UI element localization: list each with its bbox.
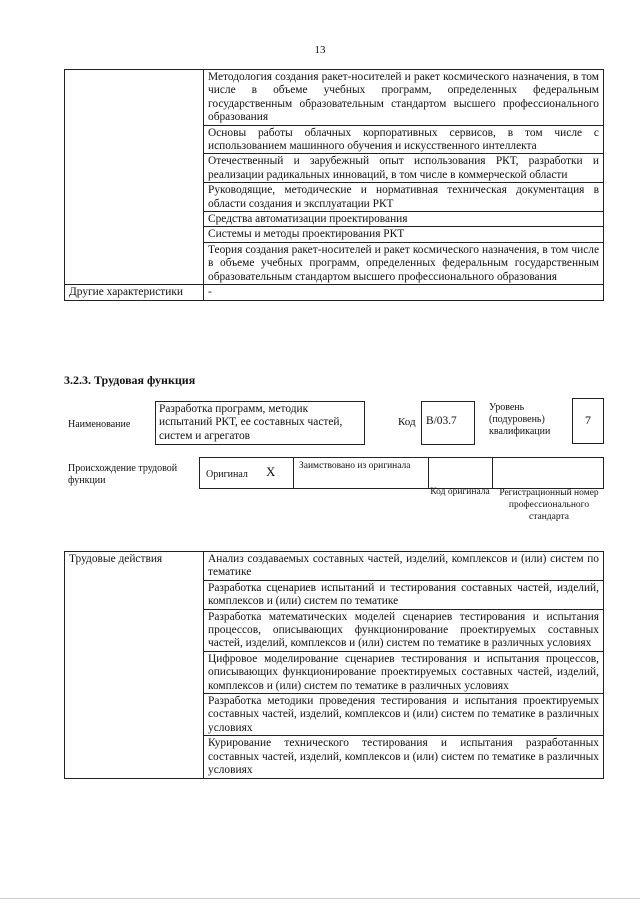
table-row: [65, 552, 604, 581]
level-label: Уровень (подуровень) квалификации: [489, 402, 551, 437]
labor-action-item: Разработка математических моделей сценариев тестирования и испытания процессов, описывающих функционирование проектируемых составных частей, изделий, комплексов и (или) систем по тематике в различных условиях: [204, 609, 604, 651]
knowledge-item: Теория создания ракет-носителей и ракет космического назначения, в том числе в объеме учебных программ, определенных федеральным государственным образовательным стандартом высшего профессионального образования: [204, 242, 604, 284]
original-mark: X: [266, 464, 276, 479]
code-label: Код: [398, 416, 416, 428]
table-row: [65, 285, 604, 300]
page-number: 13: [314, 44, 326, 56]
knowledge-label-cell: [65, 70, 204, 285]
origin-label: Происхождение трудовой функции: [68, 463, 178, 486]
table-row: [65, 70, 604, 126]
labor-action-item: Курирование технического тестирования и испытания разработанных составных частей, изделий, комплексов и (или) систем по тематике в различных условиях: [204, 736, 604, 778]
level-value: 7: [572, 398, 604, 444]
reg-number-caption: Регистрационный номер профессионального стандарта: [499, 488, 599, 522]
function-name-value: Разработка программ, методик испытаний РКТ, ее составных частей, систем и агрегатов: [155, 401, 365, 445]
original-cell: [199, 457, 294, 489]
labor-actions-label: Трудовые действия: [65, 552, 204, 779]
labor-action-item: Разработка сценариев испытаний и тестирования составных частей, изделий, комплексов и (или) систем по тематике: [204, 580, 604, 609]
original-label: Оригинал: [206, 469, 248, 480]
other-characteristics-label: Другие характеристики: [65, 285, 204, 300]
knowledge-item: Методология создания ракет-носителей и ракет космического назначения, в том числе в объеме учебных программ, определенных федеральным государственным образовательным стандартом высшего профессионального образования: [204, 70, 604, 126]
page-edge-line: [0, 898, 640, 899]
borrowed-label: Заимствовано из оригинала: [299, 461, 411, 471]
labor-action-item: Разработка методики проведения тестирования и испытания проектируемых составных частей, изделий, комплексов и (или) систем по тематике в различных условиях: [204, 694, 604, 736]
knowledge-table: [64, 69, 604, 301]
knowledge-item: Отечественный и зарубежный опыт использования РКТ, разработки и реализации радикальных инноваций, в том числе в коммерческой области: [204, 154, 604, 183]
code-original-caption: Код оригинала: [430, 487, 490, 497]
code-original-cell: [428, 457, 493, 489]
labor-action-item: Цифровое моделирование сценариев тестирования и испытания процессов, описывающих функционирование проектируемых составных частей, изделий, комплексов и (или) систем по тематике в различных условиях: [204, 651, 604, 693]
section-title: 3.2.3. Трудовая функция: [64, 373, 196, 387]
reg-number-cell: [492, 457, 604, 489]
borrowed-cell: [293, 457, 429, 489]
knowledge-item: Системы и методы проектирования РКТ: [204, 227, 604, 242]
labor-actions-table: [64, 551, 604, 779]
knowledge-item: Руководящие, методические и нормативная техническая документация в области создания и эксплуатации РКТ: [204, 183, 604, 212]
code-value: B/03.7: [421, 401, 475, 445]
knowledge-item: Основы работы облачных корпоративных сервисов, в том числе с использованием машинного обучения и искусственного интеллекта: [204, 125, 604, 154]
name-label: Наименование: [68, 419, 131, 430]
labor-action-item: Анализ создаваемых составных частей, изделий, комплексов и (или) систем по тематике: [204, 552, 604, 581]
other-characteristics-value: -: [204, 285, 604, 300]
knowledge-item: Средства автоматизации проектирования: [204, 212, 604, 227]
